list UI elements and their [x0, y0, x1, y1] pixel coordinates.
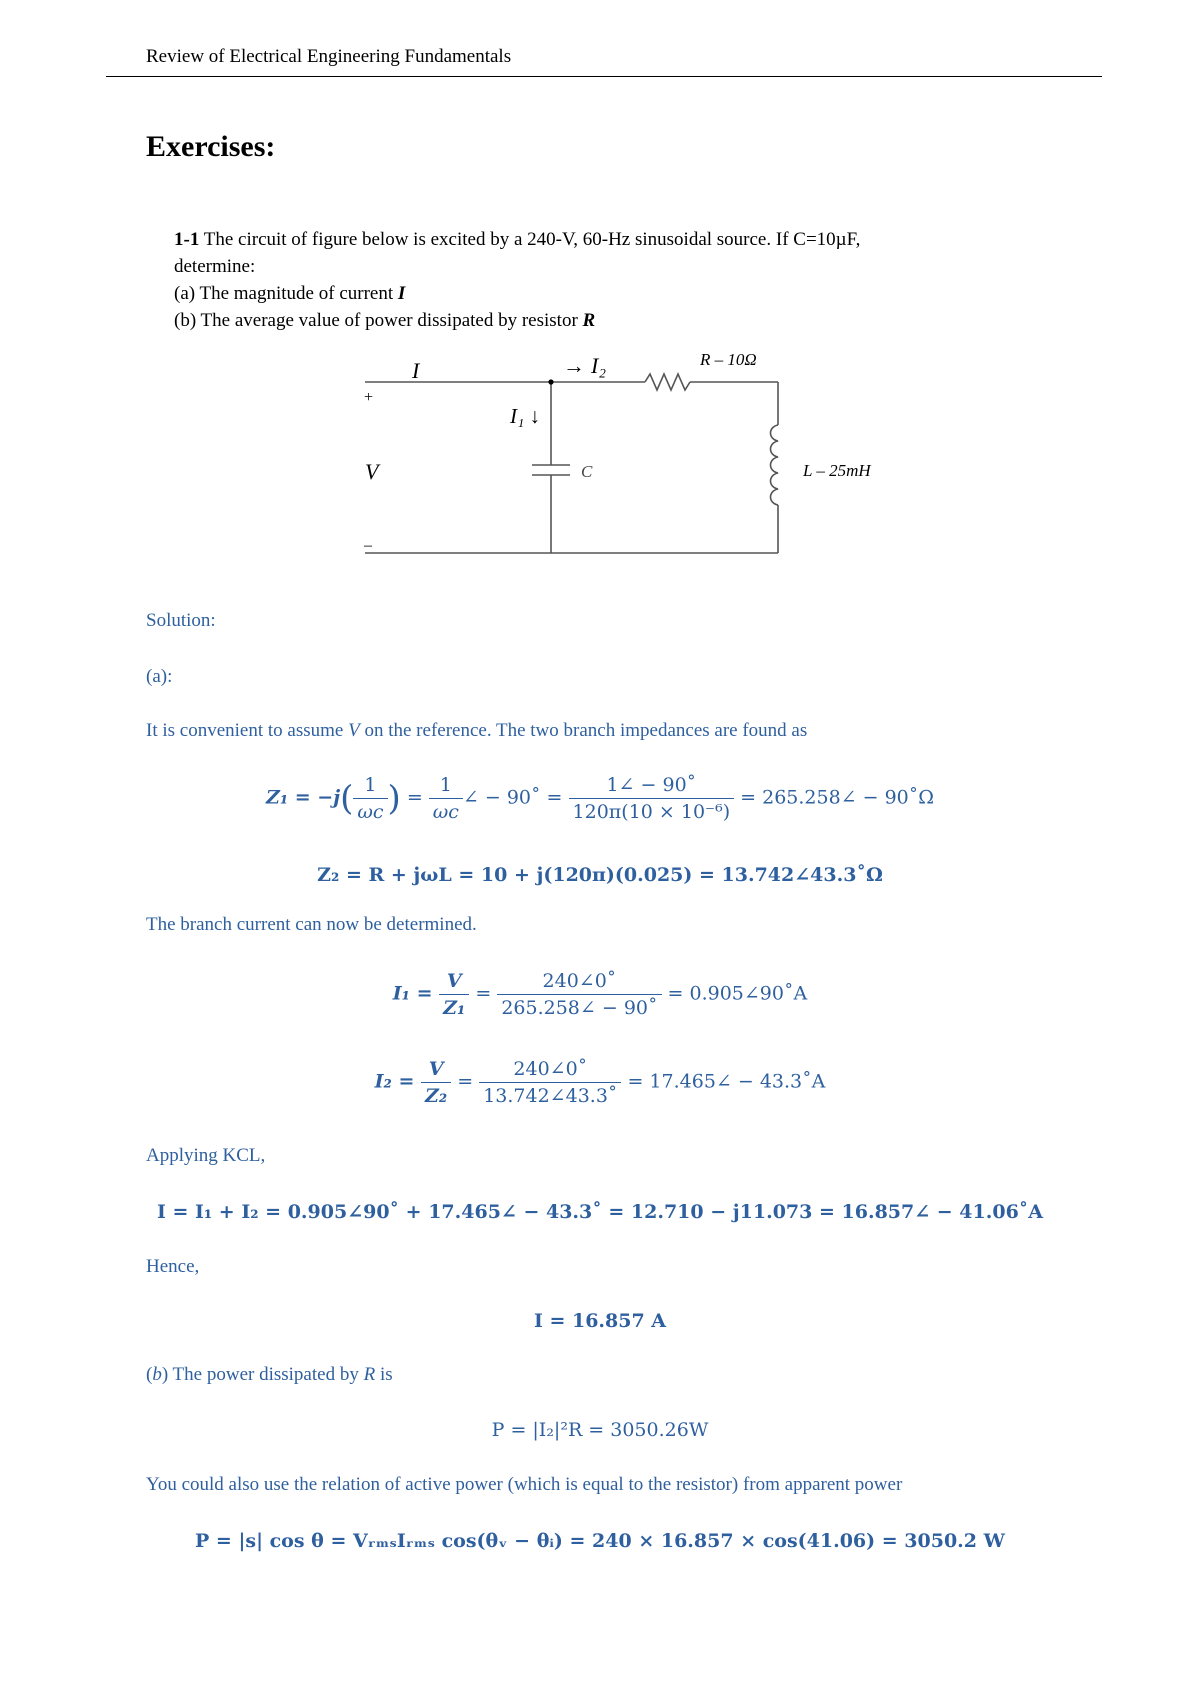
label-current-I: I	[412, 358, 420, 383]
section-title: Exercises:	[146, 130, 276, 163]
inductor-symbol	[771, 425, 779, 505]
equation-power: P = |I₂|²R = 3050.26W	[491, 1419, 709, 1441]
problem-statement-line2: determine:	[174, 256, 256, 277]
label-resistor-R: R – 10Ω	[700, 350, 757, 369]
equation-kcl: I = I₁ + I₂ = 0.905∠90˚ + 17.465∠ − 43.3˚ = 12.710 − j11.073 = 16.857∠ − 41.06˚A	[156, 1201, 1044, 1223]
apparent-power-text: You could also use the relation of active power (which is equal to the resistor) from apparent power	[146, 1474, 903, 1495]
solution-heading: Solution:	[146, 610, 216, 631]
equation-i1: I₁ = $\frac{V}{\text{Z₁}}$ = $\frac{240\angle 0˚}{265.258\angle - 90˚}$ = 0.905∠90˚A	[392, 970, 808, 1019]
running-header: Review of Electrical Engineering Fundamentals	[146, 46, 512, 67]
problem-part-b: (b) The average value of power dissipated by resistor R	[174, 310, 596, 331]
problem-number: 1-1	[174, 229, 200, 250]
equation-z1: Z₁ = −j( $\frac{1}{\omega c}$ ) = $\frac{1}{\omega c}$ ∠ − 90˚ = $\frac{1\angle - 90˚}{\text{120π(10 × 10⁻⁶)}}$ = 265.258∠ − 90˚Ω	[265, 774, 935, 823]
label-minus: –	[364, 537, 372, 554]
junction-dot	[548, 379, 553, 384]
kcl-text: Applying KCL,	[146, 1145, 266, 1166]
branch-current-text: The branch current can now be determined.	[146, 914, 477, 935]
solution-part-a-label: (a):	[146, 666, 173, 687]
equation-power-apparent: P = |s| cos θ = VᵣₘₛIᵣₘₛ cos(θᵥ − θᵢ) = 240 × 16.857 × cos(41.06) = 3050.2 W	[195, 1530, 1005, 1552]
label-inductor-L: L – 25mH	[803, 461, 871, 480]
hence-text: Hence,	[146, 1256, 200, 1277]
label-voltage-V: V	[365, 459, 379, 484]
equation-i-result: I = 16.857 A	[533, 1310, 667, 1332]
equation-i2: I₂ = $\frac{V}{\text{Z₂}}$ = $\frac{240\angle 0˚}{13.742\angle 43.3˚}$ = 17.465∠ − 43.3˚A	[374, 1058, 826, 1107]
problem-part-a: (a) The magnitude of current I	[174, 283, 406, 304]
label-current-I2: → I₂	[563, 353, 606, 378]
resistor-symbol	[645, 374, 690, 390]
equation-z2: Z₂ = R + jωL = 10 + j(120π)(0.025) = 13.742∠43.3˚Ω	[317, 864, 883, 886]
problem-text: The circuit of figure below is excited by a 240-V, 60-Hz sinusoidal source. If C=10µF,	[199, 229, 861, 250]
problem-statement-line1	[174, 226, 860, 253]
label-plus: +	[364, 389, 374, 406]
label-current-I1: I₁ ↓	[510, 404, 541, 428]
part-b-text: (b) The power dissipated by R is	[146, 1364, 393, 1385]
header-rule	[106, 76, 1102, 77]
label-capacitor-C: C	[581, 462, 593, 481]
solution-intro: It is convenient to assume V on the reference. The two branch impedances are found as	[146, 720, 808, 741]
